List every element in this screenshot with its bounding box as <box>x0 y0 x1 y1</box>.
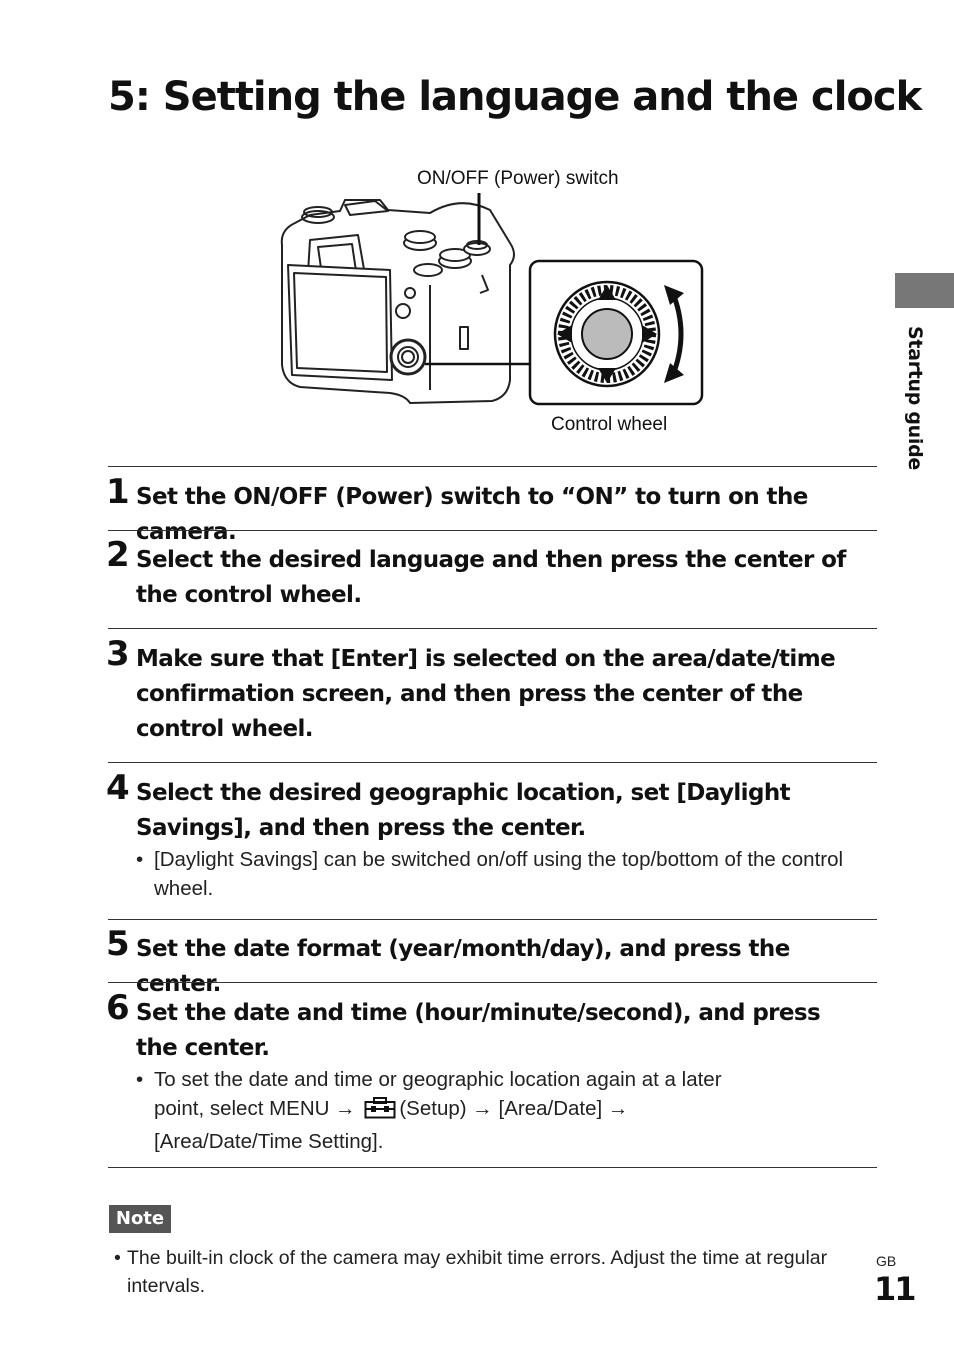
step-divider <box>108 762 877 763</box>
step-text: Make sure that [Enter] is selected on the area/date/time confirmation screen, and then press the center of the control wheel. <box>136 646 836 742</box>
control-wheel-label: Control wheel <box>551 414 668 435</box>
step-divider <box>108 466 877 467</box>
bullet-text: [Daylight Savings] can be switched on/off using the top/bottom of the control wheel. <box>154 848 844 900</box>
step-divider <box>108 982 877 983</box>
page-title: 5: Setting the language and the clock <box>108 74 922 120</box>
step-number: 6 <box>106 988 130 1028</box>
setup-label: (Setup) <box>399 1097 467 1120</box>
power-switch-label: ON/OFF (Power) switch <box>417 168 619 189</box>
bullet-glyph: • <box>136 1068 144 1091</box>
arrow-glyph: → <box>607 1097 629 1120</box>
step-text: Set the date and time (hour/minute/second), and press the center. <box>136 1000 821 1061</box>
area-date-label: [Area/Date] <box>498 1097 603 1120</box>
step-number: 3 <box>106 634 130 674</box>
step-text: Select the desired geographic location, set [Daylight Savings], and then press the center. <box>136 780 791 841</box>
step-text: Set the date format (year/month/day), and press the center. <box>136 936 790 997</box>
menu-path-text: To set the date and time or geographic location again at a later point, select MENU <box>154 1068 722 1120</box>
section-label: Startup guide <box>904 326 926 471</box>
note-text: The built-in clock of the camera may exhibit time errors. Adjust the time at regular intervals. <box>127 1247 828 1297</box>
camera-illustration <box>270 165 720 445</box>
toolbox-icon <box>364 1097 396 1127</box>
arrow-glyph: → <box>335 1097 356 1120</box>
arrow-glyph: → <box>472 1097 493 1120</box>
step-divider <box>108 628 877 629</box>
note-text-block <box>114 1244 854 1300</box>
step-divider <box>108 919 877 920</box>
step-number: 5 <box>106 924 130 964</box>
step-number: 4 <box>106 768 130 808</box>
step-bullet <box>136 845 856 903</box>
bullet-glyph: • <box>136 848 144 871</box>
language-code: GB <box>876 1253 897 1269</box>
step-bullet <box>136 1065 776 1156</box>
area-date-time-label: [Area/Date/Time Setting]. <box>154 1130 384 1153</box>
bullet-glyph: • <box>114 1247 121 1269</box>
note-badge: Note <box>109 1205 171 1233</box>
step-number: 2 <box>106 535 130 575</box>
step-number: 1 <box>106 472 130 512</box>
step-text: Set the ON/OFF (Power) switch to “ON” to turn on the camera. <box>136 484 808 545</box>
page-number: 11 <box>874 1270 915 1308</box>
section-tab-marker <box>895 273 954 308</box>
step-divider <box>108 530 877 531</box>
bullet-text <box>136 1065 776 1156</box>
step-divider <box>108 1167 877 1168</box>
camera-figure <box>270 165 720 445</box>
step-text: Select the desired language and then press the center of the control wheel. <box>136 547 846 608</box>
